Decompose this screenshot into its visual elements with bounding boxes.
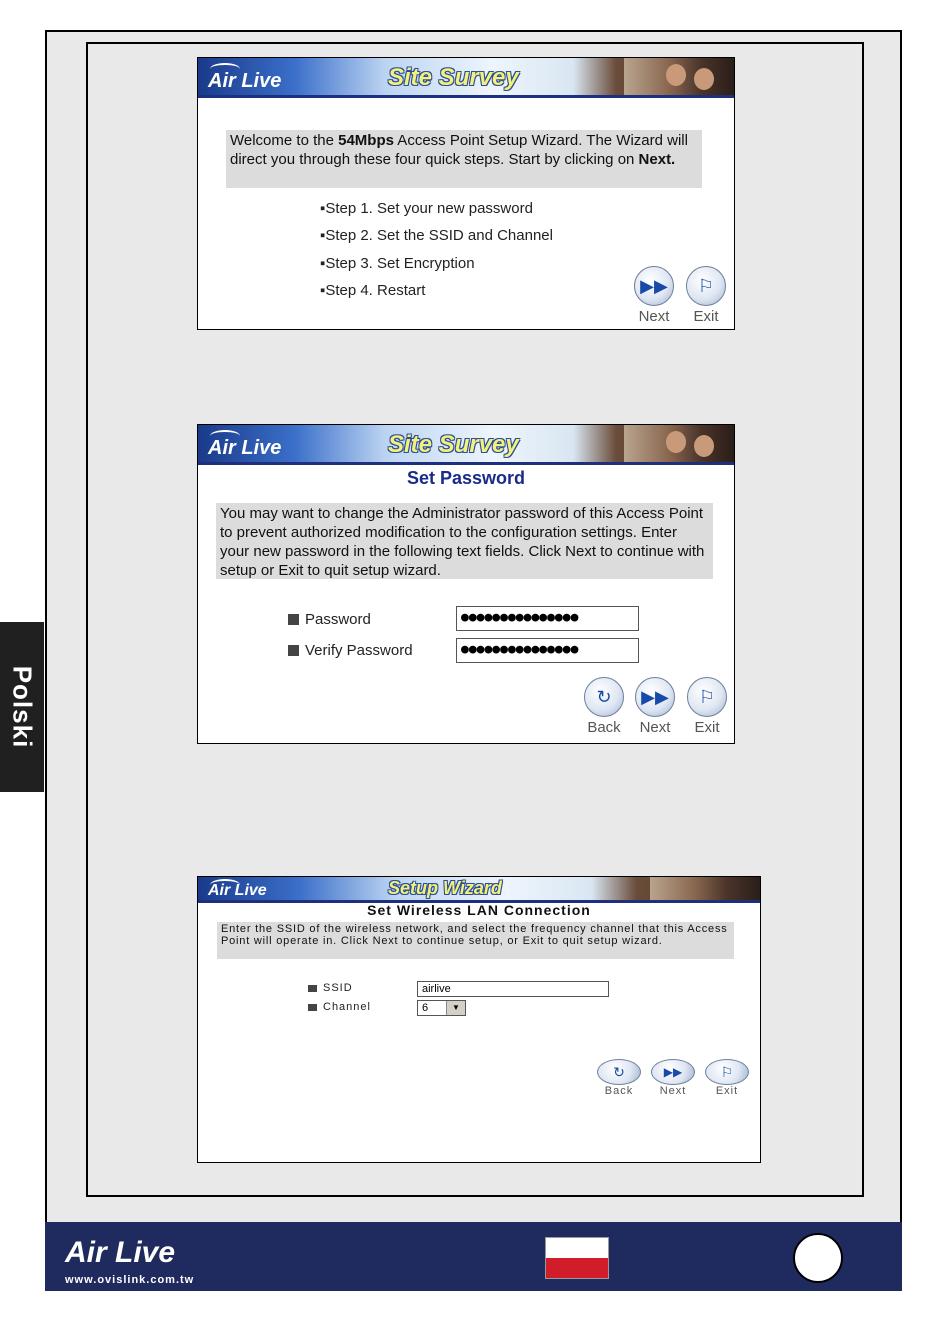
channel-select[interactable]: 6 ▼ [417,1000,466,1016]
bullet-square-icon [288,645,299,656]
bullet-square-icon [308,1004,317,1011]
banner-logo: Air Live [208,70,282,92]
banner-logo: Air Live [208,437,282,459]
exit-flag-icon: ⚐ [687,677,727,717]
verify-password-label: Verify Password [288,642,413,659]
set-password-panel [197,424,735,744]
next-button[interactable]: ▶▶ Next [631,266,677,325]
refresh-back-icon: ↻ [584,677,624,717]
channel-label: Channel [308,1001,371,1013]
next-button[interactable]: ▶▶ Next [650,1059,696,1097]
footer-logo: Air Live [65,1236,176,1269]
banner-title: Site Survey [388,64,519,91]
welcome-description: Welcome to the 54Mbps Access Point Setup Wizard. The Wizard will direct you through these four quick steps. Start by clicking on Next. [226,130,702,188]
password-description: You may want to change the Administrator password of this Access Point to prevent authorized modification to the configuration settings. Enter your new password in the following text fields. Click Next to continue with setup or Exit to quit setup wizard. [216,503,713,579]
fast-forward-icon: ▶▶ [634,266,674,306]
back-button[interactable]: ↻ Back [581,677,627,736]
banner-title: Setup Wizard [388,878,502,898]
footer-bar [45,1222,902,1291]
language-tab [0,622,44,792]
password-field[interactable]: ●●●●●●●●●●●●●●● [456,606,639,631]
wireless-lan-panel [197,876,761,1163]
verify-password-field[interactable]: ●●●●●●●●●●●●●●● [456,638,639,663]
language-label: Polski [7,665,38,749]
footer-url: www.ovislink.com.tw [65,1274,195,1286]
polish-flag-icon [545,1237,609,1279]
wizard-banner [198,877,760,903]
step-item: ▪Step 4. Restart [320,282,426,299]
banner-photo [650,877,760,900]
step-item: ▪Step 3. Set Encryption [320,255,475,272]
banner-photo [624,58,734,95]
back-button[interactable]: ↻ Back [596,1059,642,1097]
wizard-step-title: Set Password [406,468,526,488]
bullet-square-icon [288,614,299,625]
step-item: ▪Step 1. Set your new password [320,200,533,217]
exit-button[interactable]: ⚐ Exit [684,677,730,736]
ssid-input[interactable]: airlive [417,981,609,997]
wizard-banner [198,425,734,465]
exit-button[interactable]: ⚐ Exit [704,1059,750,1097]
next-button[interactable]: ▶▶ Next [632,677,678,736]
banner-title: Site Survey [388,431,519,458]
exit-flag-icon: ⚐ [705,1059,749,1085]
exit-button[interactable]: ⚐ Exit [683,266,729,325]
password-label: Password [288,611,371,628]
wizard-banner [198,58,734,98]
ssid-label: SSID [308,982,353,994]
refresh-back-icon: ↻ [597,1059,641,1085]
page-number-circle [793,1233,843,1283]
exit-flag-icon: ⚐ [686,266,726,306]
step-item: ▪Step 2. Set the SSID and Channel [320,227,553,244]
fast-forward-icon: ▶▶ [651,1059,695,1085]
dropdown-arrow-icon: ▼ [446,1001,465,1015]
fast-forward-icon: ▶▶ [635,677,675,717]
banner-logo: Air Live [208,882,267,899]
welcome-wizard-panel [197,57,735,330]
wireless-description: Enter the SSID of the wireless network, and select the frequency channel that this Access Point will operate in. Click Next to continue setup, or Exit to quit setup wizard. [217,922,734,959]
wizard-step-title: Set Wireless LAN Connection [367,902,591,918]
banner-photo [624,425,734,462]
bullet-square-icon [308,985,317,992]
